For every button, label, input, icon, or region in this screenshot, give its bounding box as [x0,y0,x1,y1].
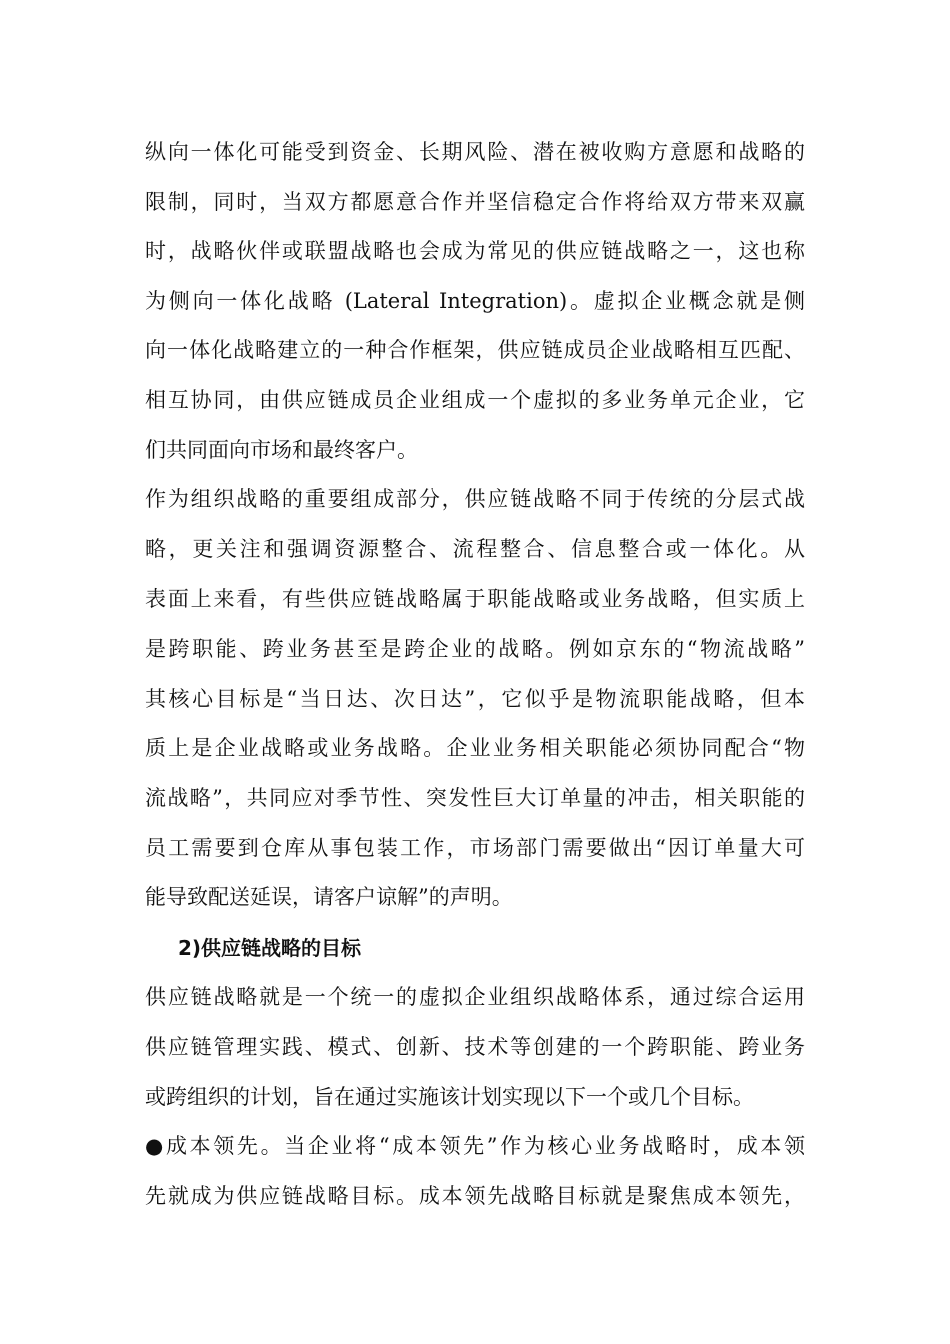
paragraph-2-line-7: 流战略”，共同应对季节性、突发性巨大订单量的冲击，相关职能的 [145,786,805,810]
paragraph-1-line-1: 纵向一体化可能受到资金、长期风险、潜在被收购方意愿和战略的 [145,140,805,164]
paragraph-1-line-3: 时，战略伙伴或联盟战略也会成为常见的供应链战略之一，这也称 [145,239,805,263]
paragraph-2-line-3: 表面上来看，有些供应链战略属于职能战略或业务战略，但实质上 [145,587,805,611]
section-heading: 2)供应链战略的目标 [178,936,362,960]
bullet-item-line-2: 先就成为供应链战略目标。成本领先战略目标就是聚焦成本领先， [145,1184,805,1208]
paragraph-2-line-8: 员工需要到仓库从事包装工作，市场部门需要做出“因订单量大可 [145,836,805,860]
paragraph-3-line-2: 供应链管理实践、模式、创新、技术等创建的一个跨职能、跨业务 [145,1035,805,1059]
paragraph-2-line-2: 略，更关注和强调资源整合、流程整合、信息整合或一体化。从 [145,537,805,561]
paragraph-1-line-4: 为侧向一体化战略 (Lateral Integration)。虚拟企业概念就是侧 [145,289,805,313]
paragraph-2-line-1: 作为组织战略的重要组成部分，供应链战略不同于传统的分层式战 [145,487,805,511]
paragraph-2-line-6: 质上是企业战略或业务战略。企业业务相关职能必须协同配合“物 [145,736,805,760]
paragraph-2-line-4: 是跨职能、跨业务甚至是跨企业的战略。例如京东的“物流战略” [145,637,805,661]
paragraph-1-line-6: 相互协同，由供应链成员企业组成一个虚拟的多业务单元企业，它 [145,388,805,412]
paragraph-1-line-7: 们共同面向市场和最终客户。 [145,438,418,462]
paragraph-1-line-2: 限制，同时，当双方都愿意合作并坚信稳定合作将给双方带来双赢 [145,190,805,214]
bullet-item-line-1: ●成本领先。当企业将“成本领先”作为核心业务战略时，成本领 [145,1134,805,1158]
paragraph-3-line-1: 供应链战略就是一个统一的虚拟企业组织战略体系，通过综合运用 [145,985,805,1009]
paragraph-1-line-5: 向一体化战略建立的一种合作框架，供应链成员企业战略相互匹配、 [145,338,805,362]
paragraph-2-line-9: 能导致配送延误，请客户谅解”的声明。 [145,885,513,909]
paragraph-3-line-3: 或跨组织的计划，旨在通过实施该计划实现以下一个或几个目标。 [145,1085,754,1109]
paragraph-2-line-5: 其核心目标是“当日达、次日达”，它似乎是物流职能战略，但本 [145,687,805,711]
